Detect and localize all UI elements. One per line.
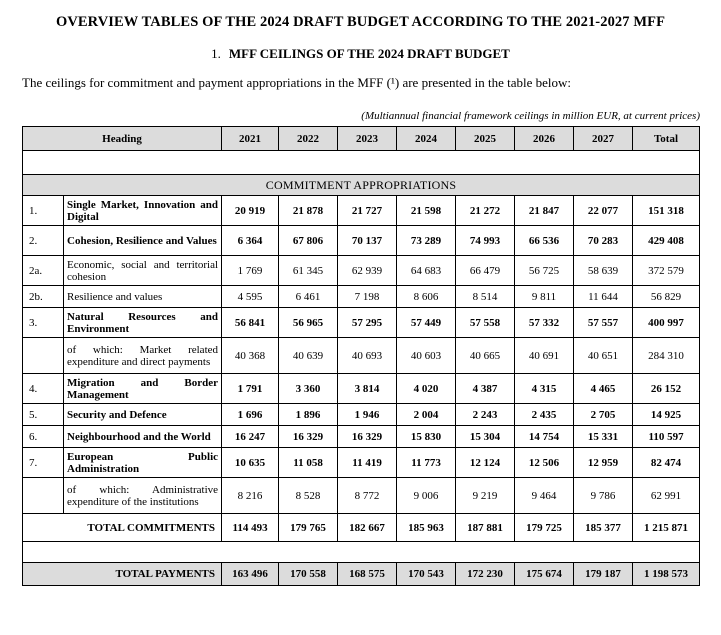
row-value: 57 449 [397,308,456,338]
header-2026: 2026 [515,127,574,151]
row-code: 6. [23,426,64,448]
row-value: 40 651 [574,338,633,374]
header-2021: 2021 [222,127,279,151]
row-value: 62 991 [633,478,700,514]
row-value: 3 814 [338,374,397,404]
row-code: 3. [23,308,64,338]
row-label: Neighbourhood and the World [64,426,222,448]
row-value: 16 329 [279,426,338,448]
row-value: 21 598 [397,196,456,226]
table-row [23,256,700,286]
row-label: Security and Defence [64,404,222,426]
row-value: 1 696 [222,404,279,426]
intro-paragraph: The ceilings for commitment and payment appropriations in the MFF (¹) are presented in the table below: [22,75,572,90]
row-value: 74 993 [456,226,515,256]
row-value: 11 058 [279,448,338,478]
total-commitments-value: 182 667 [338,514,397,542]
row-value: 56 841 [222,308,279,338]
total-payments-value: 163 496 [222,563,279,586]
total-payments-value: 1 198 573 [633,563,700,586]
header-2024: 2024 [397,127,456,151]
row-value: 56 725 [515,256,574,286]
total-commitments-row [23,514,700,542]
subtitle-number: 1. [211,46,221,61]
row-code: 5. [23,404,64,426]
row-value: 40 639 [279,338,338,374]
row-value: 151 318 [633,196,700,226]
row-value: 40 665 [456,338,515,374]
row-value: 372 579 [633,256,700,286]
mff-ceilings-table [22,126,700,586]
row-value: 82 474 [633,448,700,478]
row-value: 12 959 [574,448,633,478]
row-value: 62 939 [338,256,397,286]
row-value: 6 461 [279,286,338,308]
row-value: 6 364 [222,226,279,256]
table-row [23,226,700,256]
row-value: 12 124 [456,448,515,478]
row-value: 12 506 [515,448,574,478]
row-value: 73 289 [397,226,456,256]
row-value: 70 283 [574,226,633,256]
row-label: Resilience and values [64,286,222,308]
row-value: 2 243 [456,404,515,426]
row-code: 7. [23,448,64,478]
row-value: 11 644 [574,286,633,308]
row-value: 9 006 [397,478,456,514]
total-commitments-value: 114 493 [222,514,279,542]
row-value: 22 077 [574,196,633,226]
row-code: 2b. [23,286,64,308]
row-value: 15 304 [456,426,515,448]
row-value: 400 997 [633,308,700,338]
total-commitments-value: 1 215 871 [633,514,700,542]
row-value: 1 896 [279,404,338,426]
row-value: 429 408 [633,226,700,256]
row-value: 16 329 [338,426,397,448]
total-commitments-value: 179 725 [515,514,574,542]
row-value: 4 020 [397,374,456,404]
table-row [23,338,700,374]
total-payments-row [23,563,700,586]
row-value: 21 727 [338,196,397,226]
row-value: 8 772 [338,478,397,514]
row-value: 14 925 [633,404,700,426]
row-value: 15 830 [397,426,456,448]
row-label: Natural Resources and Environment [64,308,222,338]
row-value: 61 345 [279,256,338,286]
row-value: 9 811 [515,286,574,308]
row-value: 14 754 [515,426,574,448]
row-label: European Public Administration [64,448,222,478]
row-value: 284 310 [633,338,700,374]
total-commitments-value: 185 963 [397,514,456,542]
row-value: 40 368 [222,338,279,374]
total-commitments-value: 185 377 [574,514,633,542]
subtitle-text: MFF CEILINGS OF THE 2024 DRAFT BUDGET [228,46,510,61]
row-value: 70 137 [338,226,397,256]
section-row [23,175,700,196]
row-value: 1 769 [222,256,279,286]
row-value: 8 606 [397,286,456,308]
row-value: 2 004 [397,404,456,426]
row-code [23,338,64,374]
row-code: 1. [23,196,64,226]
row-value: 9 464 [515,478,574,514]
spacer-row [23,542,700,563]
row-value: 8 514 [456,286,515,308]
row-value: 40 691 [515,338,574,374]
row-value: 20 919 [222,196,279,226]
row-code: 2a. [23,256,64,286]
table-row [23,286,700,308]
row-code: 2. [23,226,64,256]
table-row [23,448,700,478]
total-payments-label: TOTAL PAYMENTS [23,563,222,586]
row-value: 4 595 [222,286,279,308]
table-row [23,196,700,226]
row-value: 3 360 [279,374,338,404]
header-2022: 2022 [279,127,338,151]
section-subtitle [0,46,721,62]
row-value: 67 806 [279,226,338,256]
section-label: COMMITMENT APPROPRIATIONS [23,175,700,196]
document-title: OVERVIEW TABLES OF THE 2024 DRAFT BUDGET ACCORDING TO THE 2021-2027 MFF [55,14,666,30]
total-payments-value: 179 187 [574,563,633,586]
table-body [23,151,700,586]
table-row [23,426,700,448]
total-commitments-value: 187 881 [456,514,515,542]
row-value: 66 479 [456,256,515,286]
row-value: 11 419 [338,448,397,478]
row-value: 58 639 [574,256,633,286]
row-label: of which: Administrative expenditure of the institutions [64,478,222,514]
total-commitments-value: 179 765 [279,514,338,542]
row-label: Economic, social and territorial cohesion [64,256,222,286]
total-payments-value: 168 575 [338,563,397,586]
row-value: 8 528 [279,478,338,514]
row-value: 56 829 [633,286,700,308]
header-total: Total [633,127,700,151]
row-value: 4 315 [515,374,574,404]
row-value: 10 635 [222,448,279,478]
row-value: 9 786 [574,478,633,514]
row-value: 21 272 [456,196,515,226]
total-payments-value: 175 674 [515,563,574,586]
row-value: 1 946 [338,404,397,426]
row-label: Cohesion, Resilience and Values [64,226,222,256]
row-value: 64 683 [397,256,456,286]
spacer-cell [23,542,700,563]
row-label: Single Market, Innovation and Digital [64,196,222,226]
row-value: 57 332 [515,308,574,338]
table-row [23,374,700,404]
row-value: 9 219 [456,478,515,514]
table-row [23,404,700,426]
header-2027: 2027 [574,127,633,151]
row-value: 8 216 [222,478,279,514]
row-value: 26 152 [633,374,700,404]
row-value: 40 693 [338,338,397,374]
row-value: 21 847 [515,196,574,226]
row-label: Migration and Border Management [64,374,222,404]
header-row [23,127,700,151]
spacer-row [23,151,700,175]
row-value: 11 773 [397,448,456,478]
units-note: (Multiannual financial framework ceilings in million EUR, at current prices) [361,110,700,122]
row-value: 4 387 [456,374,515,404]
row-value: 7 198 [338,286,397,308]
row-value: 66 536 [515,226,574,256]
row-value: 1 791 [222,374,279,404]
row-value: 56 965 [279,308,338,338]
row-label: of which: Market related expenditure and direct payments [64,338,222,374]
row-value: 110 597 [633,426,700,448]
total-payments-value: 170 558 [279,563,338,586]
table-row [23,478,700,514]
row-value: 40 603 [397,338,456,374]
total-payments-value: 172 230 [456,563,515,586]
header-2025: 2025 [456,127,515,151]
row-value: 16 247 [222,426,279,448]
table-row [23,308,700,338]
total-commitments-label: TOTAL COMMITMENTS [23,514,222,542]
row-value: 57 295 [338,308,397,338]
row-value: 2 435 [515,404,574,426]
row-value: 21 878 [279,196,338,226]
row-value: 4 465 [574,374,633,404]
header-heading: Heading [23,127,222,151]
row-value: 57 557 [574,308,633,338]
row-value: 2 705 [574,404,633,426]
row-value: 57 558 [456,308,515,338]
row-code [23,478,64,514]
row-value: 15 331 [574,426,633,448]
header-2023: 2023 [338,127,397,151]
total-payments-value: 170 543 [397,563,456,586]
row-code: 4. [23,374,64,404]
